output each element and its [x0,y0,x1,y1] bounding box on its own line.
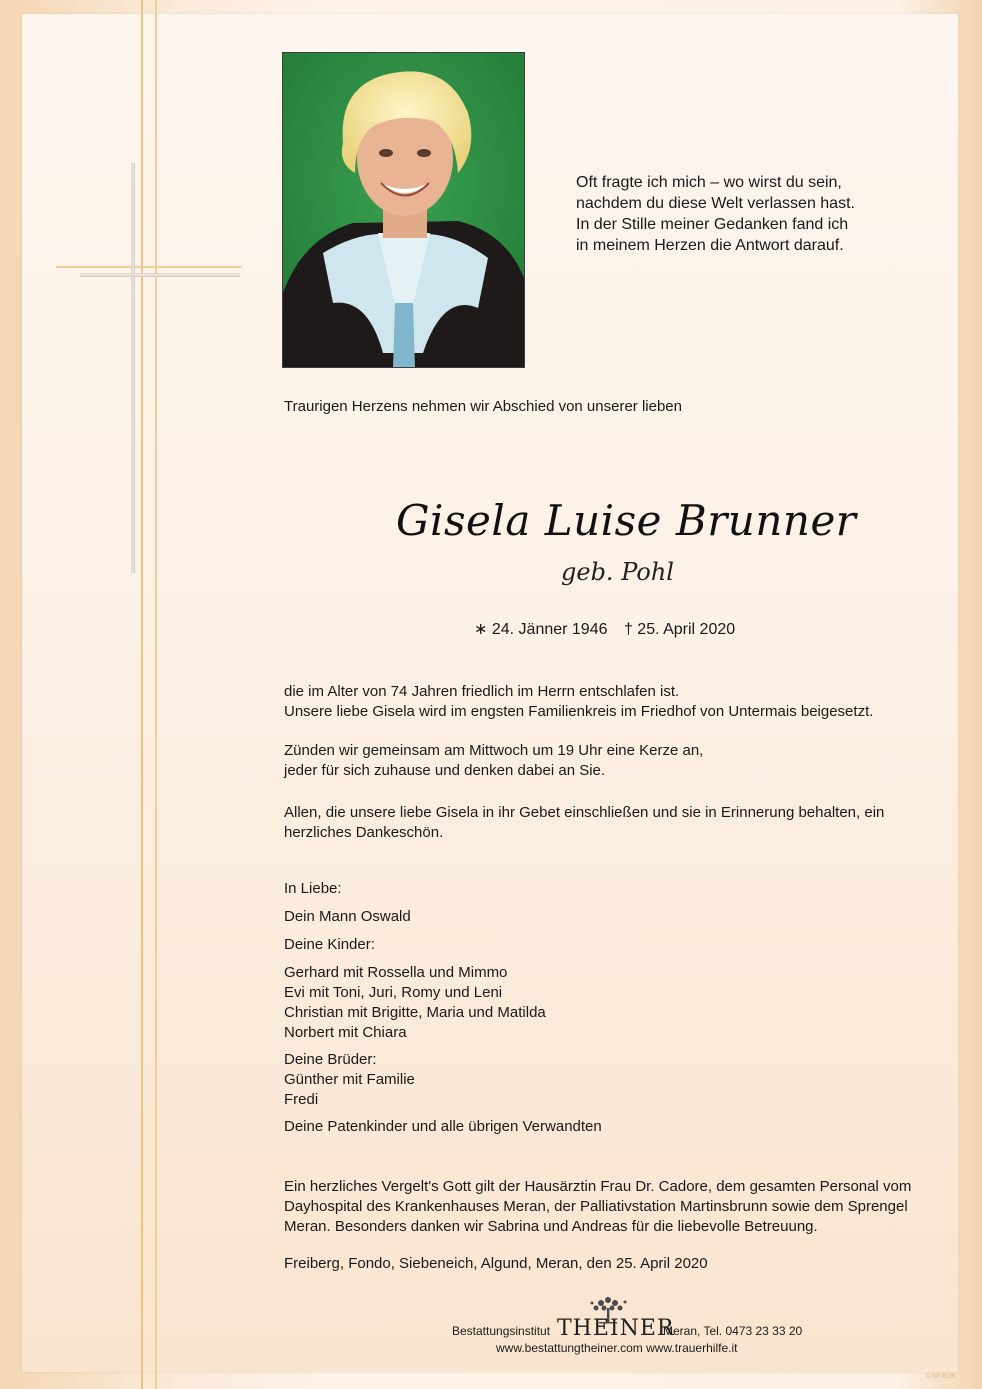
life-dates [474,619,747,639]
funeral-home-contact: Meran, Tel. 0473 23 33 20 [663,1324,803,1338]
poem-line: In der Stille meiner Gedanken fand ich [576,216,849,233]
gold-vertical-line [141,0,143,1389]
husband: Dein Mann Oswald [284,908,411,925]
funeral-home-label: Bestattungsinstitut [452,1324,551,1338]
deceased-name: Gisela Luise Brunner [396,496,857,545]
final-thanks [284,1177,911,1237]
list-item: Günther mit Familie [284,1071,415,1088]
birth-date: ∗ 24. Jänner 1946 [474,621,608,638]
death-date: † 25. April 2020 [623,621,736,638]
text-line: die im Alter von 74 Jahren friedlich im Herrn entschlafen ist. [284,683,680,700]
place-date: Freiberg, Fondo, Siebeneich, Algund, Meran, den 25. April 2020 [284,1255,708,1272]
funeral-home-web: www.bestattungtheiner.com www.trauerhilfe.it [496,1341,738,1355]
brothers-list [284,1050,415,1110]
announcement-paragraph [284,682,873,722]
text-line: jeder für sich zuhause und denken dabei an Sie. [284,762,606,779]
poem [576,172,855,256]
gold-vertical-line-2 [155,0,157,1389]
gold-horizontal-line [56,266,242,268]
cross-icon-horizontal [80,273,240,277]
candle-paragraph [284,741,703,781]
other-relatives: Deine Patenkinder und alle übrigen Verwandten [284,1118,602,1135]
text-line: Meran. Besonders danken wir Sabrina und Andreas für die liebevolle Betreuung. [284,1218,818,1235]
list-item: Evi mit Toni, Juri, Romy und Leni [284,984,503,1001]
list-item: Fredi [284,1091,319,1108]
in-love-label: In Liebe: [284,880,342,897]
brothers-label: Deine Brüder: [284,1051,377,1068]
children-list [284,963,546,1043]
portrait-photo [282,52,525,368]
list-item: Christian mit Brigitte, Maria und Matilda [284,1004,546,1021]
intro-text: Traurigen Herzens nehmen wir Abschied von unserer lieben [284,398,682,415]
list-item: Norbert mit Chiara [284,1024,407,1041]
cross-icon-vertical [131,163,135,573]
text-line: Unsere liebe Gisela wird im engsten Familienkreis im Friedhof von Untermais beigesetzt. [284,703,874,720]
text-line: herzliches Dankeschön. [284,824,444,841]
document-code: © BP 8126 [926,1374,955,1380]
poem-line: nachdem du diese Welt verlassen hast. [576,195,855,212]
text-line: Zünden wir gemeinsam am Mittwoch um 19 Uhr eine Kerze an, [284,742,704,759]
funeral-home-brand: THEINER [557,1316,675,1341]
poem-line: Oft fragte ich mich – wo wirst du sein, [576,174,842,191]
children-label: Deine Kinder: [284,936,375,953]
thanks-paragraph [284,803,884,843]
text-line: Allen, die unsere liebe Gisela in ihr Gebet einschließen und sie in Erinnerung behalten, ein [284,804,885,821]
list-item: Gerhard mit Rossella und Mimmo [284,964,508,981]
poem-line: in meinem Herzen die Antwort darauf. [576,237,844,254]
maiden-name: geb. Pohl [561,558,674,586]
text-line: Dayhospital des Krankenhauses Meran, der Palliativstation Martinsbrunn sowie dem Sprengel [284,1198,908,1215]
text-line: Ein herzliches Vergelt's Gott gilt der Hausärztin Frau Dr. Cadore, dem gesamten Personal vom [284,1178,912,1195]
